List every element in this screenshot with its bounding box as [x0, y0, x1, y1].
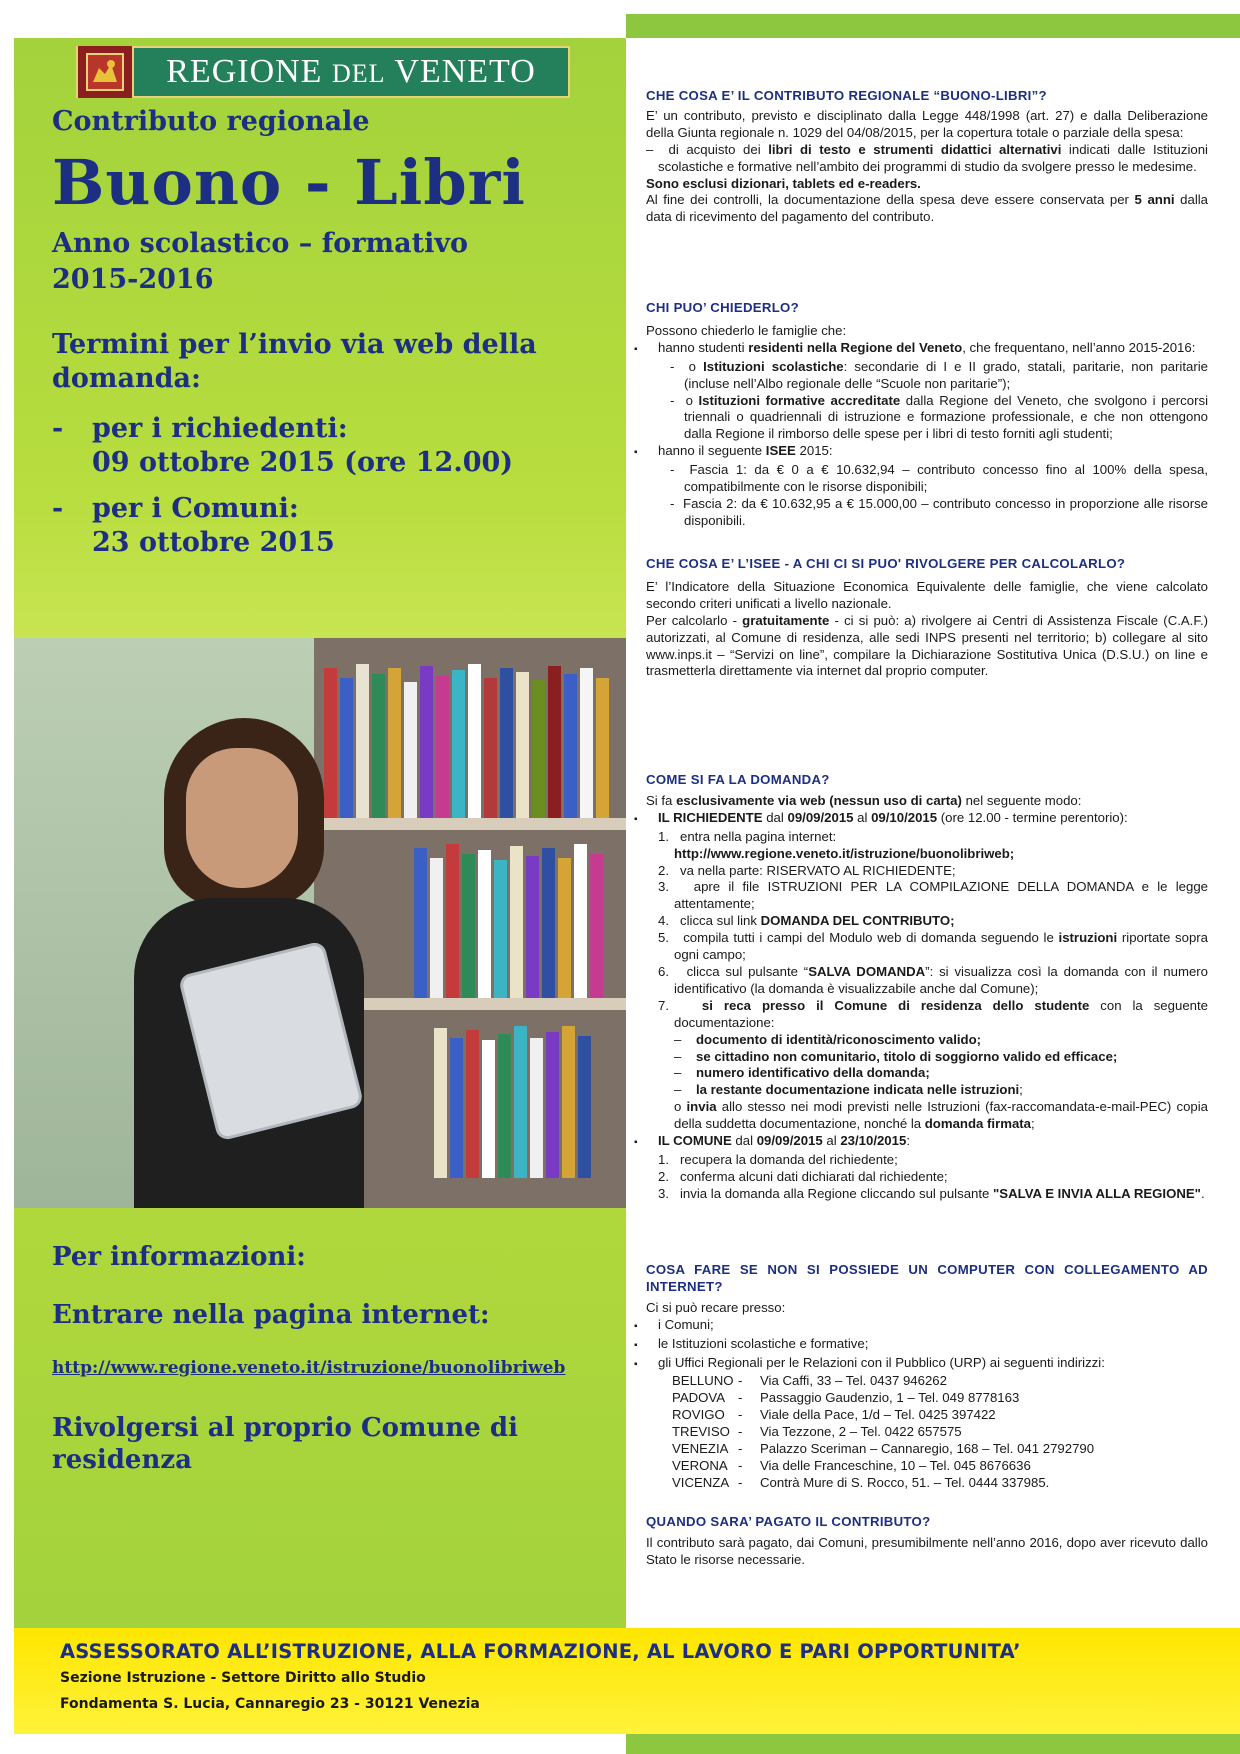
book: [484, 678, 497, 818]
doc-item: [674, 1099, 1208, 1133]
book: [494, 860, 507, 998]
info-heading: Per informazioni:: [52, 1242, 306, 1272]
text-bold: IL RICHIEDENTE: [658, 809, 763, 825]
text: Al fine dei controlli, la documentazione della spesa deve essere conservata per: [646, 192, 1135, 208]
regione-veneto-logo: [76, 46, 570, 98]
book: [574, 844, 587, 998]
book: [420, 666, 433, 818]
doc-item: [674, 1065, 1208, 1082]
list-item: [646, 462, 1208, 496]
urp-address: Via Caffi, 33 – Tel. 0437 946262: [760, 1373, 947, 1389]
list-item: [634, 1316, 1208, 1336]
number: 3.: [658, 1185, 669, 1201]
book: [462, 854, 475, 998]
list-item: [646, 359, 1208, 393]
text: ”: si visualizza così la domanda con il numero identificativo (la domanda è visualizzabile anche dal Comune);: [674, 963, 1208, 996]
logo-word-del: DEL: [331, 59, 386, 88]
text: 2015:: [795, 443, 833, 459]
urp-row: [646, 1458, 1208, 1475]
book: [516, 672, 529, 818]
text: con la seguente documentazione:: [674, 997, 1208, 1030]
section-who: [634, 300, 1209, 530]
text: al: [822, 1133, 841, 1149]
number: 2.: [658, 862, 669, 878]
book: [532, 680, 545, 818]
text: nel seguente modo:: [961, 792, 1082, 808]
doc-item: [674, 1032, 1208, 1049]
text-bold: invia: [686, 1099, 717, 1115]
text: o: [688, 358, 704, 374]
paragraph: [646, 793, 1208, 810]
lion-of-saint-mark-icon: [78, 46, 134, 98]
list-dash: –: [674, 1082, 682, 1098]
urp-sep: -: [738, 1441, 743, 1457]
list-hyphen: -: [670, 495, 675, 511]
urp-row: [646, 1390, 1208, 1407]
book: [498, 1034, 511, 1178]
paragraph: E’ l’Indicatore della Situazione Economica Equivalente delle famiglie, che viene calcolato secondo criteri unificati a livello nazionale.: [646, 578, 1208, 611]
text-bold: domanda firmata: [924, 1116, 1032, 1132]
list-dash: –: [646, 141, 654, 157]
number: 4.: [658, 913, 669, 929]
book: [340, 678, 353, 818]
numbered-item: [646, 1186, 1208, 1203]
text: dalla data di ricevimento del pagamento del contributo.: [646, 192, 1209, 225]
info-url-link[interactable]: http://www.regione.veneto.it/istruzione/buonolibriweb: [52, 1358, 566, 1378]
text: (ore 12.00 - termine perentorio):: [937, 809, 1128, 825]
numbered-item: [646, 829, 1208, 863]
book: [434, 1028, 447, 1178]
text-bold: 5 anni: [1134, 192, 1175, 208]
book: [530, 1038, 543, 1178]
urp-sep: -: [738, 1474, 743, 1490]
text: ;: [1019, 1082, 1023, 1098]
text: hanno il seguente: [658, 443, 766, 459]
logo-word-veneto: VENETO: [394, 53, 536, 90]
student-photo: [14, 638, 626, 1208]
paragraph: Il contributo sarà pagato, dai Comuni, presumibilmente nell’anno 2016, dopo aver ricevuto dallo Stato le risorse necessarie.: [646, 1534, 1208, 1567]
deadline-comuni: [52, 492, 335, 560]
bullet-icon: ▪: [634, 447, 638, 459]
urp-sep: -: [738, 1457, 743, 1473]
text-bold: DOMANDA DEL CONTRIBUTO;: [760, 913, 955, 929]
list-dash: –: [674, 1031, 682, 1047]
text: clicca sul link: [680, 913, 761, 929]
text-bold: istruzioni: [1058, 930, 1118, 946]
urp-row: [646, 1441, 1208, 1458]
text: compila tutti i campi del Modulo web di domanda seguendo le: [683, 930, 1059, 946]
numbered-item: [646, 913, 1208, 930]
book: [430, 858, 443, 998]
list-item: [634, 1133, 1208, 1152]
deadline-applicants-label: per i richiedenti:: [92, 413, 348, 444]
paragraph: [646, 192, 1208, 226]
paragraph: Ci si può recare presso:: [646, 1299, 786, 1315]
number: 2.: [658, 1168, 669, 1184]
section-payment: [646, 1514, 1208, 1569]
text: di acquisto dei: [668, 141, 769, 157]
urp-address: Via Tezzone, 2 – Tel. 0422 657575: [760, 1424, 962, 1440]
section-what-is: [646, 88, 1208, 226]
left-green-panel: [14, 38, 626, 1628]
numbered-item: [646, 1152, 1208, 1169]
book: [526, 856, 539, 998]
text: i Comuni;: [658, 1316, 714, 1332]
text-bold: se cittadino non comunitario, titolo di soggiorno valido ed efficace;: [696, 1048, 1118, 1064]
text: - ci si può: a) rivolgere ai Centri di Assistenza Fiscale (C.A.F.) autorizzati, al Comune di residenza, alle sedi INPS presenti nel territorio; b) collegare al sito www.inps.it – “Servizi on line”, compilare la Dichiarazione Sostitutiva Unica (D.S.U.) on line e trasmetterla direttamente via internet dal proprio computer.: [646, 612, 1208, 679]
footer-sezione: Sezione Istruzione - Settore Diritto allo Studio: [60, 1670, 426, 1686]
numbered-item: [646, 930, 1208, 964]
student-face: [186, 748, 298, 888]
urp-row: [646, 1407, 1208, 1424]
urp-sep: -: [738, 1424, 743, 1440]
list-hyphen: -: [670, 358, 675, 374]
list-item: [634, 339, 1208, 359]
urp-address: Contrà Mure di S. Rocco, 51. – Tel. 0444 337985.: [760, 1474, 1050, 1490]
subtitle-contributo: Contributo regionale: [52, 106, 370, 137]
bullet-icon: ▪: [634, 1320, 638, 1332]
text-bold: 23/10/2015: [840, 1133, 907, 1149]
urp-city: VENEZIA: [672, 1441, 729, 1457]
list-item: [646, 393, 1208, 444]
urp-row: [646, 1475, 1208, 1492]
book: [468, 664, 481, 818]
urp-city: VERONA: [672, 1457, 728, 1473]
doc-item: [674, 1049, 1208, 1066]
doc-list: [646, 1032, 1208, 1133]
book: [580, 668, 593, 818]
text: Fascia 2: da € 10.632,95 a € 15.000,00 – contributo concesso in proporzione alle risorse disponibili.: [683, 495, 1209, 528]
text: :: [906, 1133, 910, 1149]
list-item: [634, 809, 1208, 829]
footer-address: Fondamenta S. Lucia, Cannaregio 23 - 30121 Venezia: [60, 1696, 480, 1712]
number: 1.: [658, 828, 669, 844]
text: va nella parte: RISERVATO AL RICHIEDENTE;: [680, 862, 956, 878]
text: dal: [731, 1133, 757, 1149]
footer-assessorato: ASSESSORATO ALL’ISTRUZIONE, ALLA FORMAZIONE, AL LAVORO E PARI OPPORTUNITA’: [60, 1640, 1021, 1663]
text: Per calcolarlo -: [646, 612, 743, 628]
deadline-comuni-label: per i Comuni:: [92, 493, 299, 524]
book: [564, 674, 577, 818]
info-web-label: Entrare nella pagina internet:: [52, 1300, 490, 1330]
number: 5.: [658, 930, 669, 946]
paragraph: Possono chiederlo le famiglie che:: [646, 322, 847, 338]
section-title: CHE COSA E’ L’ISEE - A CHI CI SI PUO' RIVOLGERE PER CALCOLARLO?: [646, 556, 1126, 571]
paragraph-bold: Sono esclusi dizionari, tablets ed e-readers.: [646, 175, 921, 191]
text: .: [1200, 1185, 1205, 1201]
text-bold: gratuitamente: [742, 612, 830, 628]
book: [388, 668, 401, 818]
link-url[interactable]: http://www.regione.veneto.it/istruzione/buonolibriweb;: [674, 845, 1015, 861]
book: [324, 668, 337, 818]
list-dash: –: [674, 1065, 682, 1081]
urp-address: Passaggio Gaudenzio, 1 – Tel. 049 8778163: [760, 1390, 1020, 1406]
book: [414, 848, 427, 998]
text-bold: 09/09/2015: [787, 809, 854, 825]
text-bold: la restante documentazione indicata nelle istruzioni: [696, 1082, 1020, 1098]
section-how: [634, 772, 1209, 1203]
list-item: [634, 443, 1208, 462]
info-comune: Rivolgersi al proprio Comune di residenza: [52, 1413, 518, 1475]
logo-word-regione: REGIONE: [166, 53, 323, 90]
bullet-icon: ▪: [634, 1137, 638, 1149]
text-bold: residenti nella Regione del Veneto: [748, 339, 963, 355]
book: [452, 670, 465, 818]
text: al: [853, 809, 872, 825]
text: , che frequentano, nell’anno 2015-2016:: [962, 339, 1196, 355]
urp-address: Palazzo Sceriman – Cannaregio, 168 – Tel. 041 2792790: [760, 1441, 1095, 1457]
urp-sep: -: [738, 1373, 743, 1389]
top-green-strip: [626, 14, 1240, 38]
list-item: [634, 1335, 1208, 1355]
text-bold: libri di testo e strumenti didattici alternativi: [768, 141, 1062, 157]
doc-item: [674, 1082, 1208, 1099]
text: o: [674, 1099, 687, 1115]
text: invia la domanda alla Regione cliccando sul pulsante: [680, 1185, 994, 1201]
book: [500, 668, 513, 818]
book: [446, 844, 459, 998]
book: [450, 1038, 463, 1178]
book: [510, 846, 523, 998]
book: [558, 858, 571, 998]
urp-row: [646, 1373, 1208, 1390]
text: : secondarie di I e II grado, statali, paritarie, non paritarie (incluse nell’Albo regionale delle “Scuole non paritarie”);: [684, 358, 1208, 391]
bottom-green-strip: [626, 1734, 1240, 1754]
section-title: QUANDO SARA’ PAGATO IL CONTRIBUTO?: [646, 1514, 931, 1529]
number: 7.: [658, 997, 669, 1013]
book: [372, 674, 385, 818]
book: [548, 666, 561, 818]
urp-sep: -: [738, 1407, 743, 1423]
book: [436, 676, 449, 818]
text-bold: Istituzioni scolastiche: [703, 358, 844, 374]
footer-band: [14, 1628, 1240, 1734]
book: [514, 1026, 527, 1178]
deadline-dash: -: [52, 493, 64, 524]
numbered-item: [646, 1169, 1208, 1186]
urp-row: [646, 1424, 1208, 1441]
list-hyphen: -: [670, 462, 675, 478]
section-isee: [646, 556, 1208, 680]
list-item: [634, 1354, 1208, 1374]
text-bold: Istituzioni formative accreditate: [698, 392, 901, 408]
text: entra nella pagina internet:: [680, 828, 837, 844]
main-title: Buono - Libri: [52, 146, 526, 219]
paragraph: [646, 613, 1208, 681]
text: clicca sul pulsante “: [686, 963, 809, 979]
text: dalla Regione del Veneto, che svolgono i percorsi triennali o quadriennali di istruzione e formazione professionale, e che non ottengono dalla Regione il rimborso delle spese per i libri di testo forniti agli studenti;: [684, 392, 1209, 442]
book: [466, 1030, 479, 1178]
text-bold: esclusivamente via web (nessun uso di carta): [676, 792, 962, 808]
deadline-applicants-date: 09 ottobre 2015 (ore 12.00): [92, 447, 514, 478]
paragraph: E’ un contributo, previsto e disciplinato dalla Legge 448/1998 (art. 27) e dalla Deliberazione della Giunta regionale n. 1029 del 04/08/2015, per la copertura totale o parziale della spesa:: [646, 107, 1208, 140]
text-bold: IL COMUNE: [658, 1133, 732, 1149]
urp-address: Viale della Pace, 1/d – Tel. 0425 397422: [760, 1407, 996, 1423]
text-bold: 09/10/2015: [871, 809, 938, 825]
number: 3.: [658, 879, 669, 895]
bullet-icon: ▪: [634, 813, 638, 825]
numbered-item: [646, 879, 1208, 913]
list-item: [646, 142, 1208, 176]
text-bold: "SALVA E INVIA ALLA REGIONE": [993, 1185, 1201, 1201]
number: 6.: [658, 963, 669, 979]
bullet-icon: ▪: [634, 1339, 638, 1351]
text-bold: SALVA DOMANDA: [808, 963, 926, 979]
bullet-icon: ▪: [634, 1358, 638, 1370]
text: allo stesso nei modi previsti nelle Istruzioni (fax-raccomandata-e-mail-PEC) copia della suddetta documentazione, nonché la: [674, 1099, 1209, 1132]
deadline-heading: Termini per l’invio via web della domanda:: [52, 329, 537, 394]
text: apre il file ISTRUZIONI PER LA COMPILAZIONE DELLA DOMANDA e le legge attentamente;: [674, 879, 1208, 912]
section-title: CHI PUO’ CHIEDERLO?: [646, 300, 799, 315]
book: [562, 1026, 575, 1178]
book: [590, 854, 603, 998]
text-bold: ISEE: [765, 443, 796, 459]
deadline-applicants: [52, 412, 513, 480]
text: gli Uffici Regionali per le Relazioni con il Pubblico (URP) ai seguenti indirizzi:: [658, 1354, 1105, 1370]
shelf-board: [314, 818, 626, 830]
urp-list: [646, 1373, 1208, 1491]
text-bold: si reca presso il Comune di residenza dello studente: [701, 997, 1090, 1013]
text: recupera la domanda del richiedente;: [680, 1151, 898, 1167]
urp-city: BELLUNO: [672, 1373, 734, 1389]
section-title: COSA FARE SE NON SI POSSIEDE UN COMPUTER CON COLLEGAMENTO AD INTERNET?: [646, 1262, 1208, 1294]
list-item: [646, 496, 1208, 530]
numbered-item: [646, 863, 1208, 880]
book: [478, 850, 491, 998]
book: [542, 848, 555, 998]
urp-city: PADOVA: [672, 1390, 726, 1406]
urp-sep: -: [738, 1390, 743, 1406]
section-no-computer: [634, 1262, 1208, 1492]
logo-text: [134, 53, 568, 91]
text-bold: numero identificativo della domanda;: [696, 1065, 930, 1081]
list-hyphen: -: [670, 392, 675, 408]
text: o: [685, 392, 699, 408]
urp-city: ROVIGO: [672, 1407, 725, 1423]
text: Fascia 1: da € 0 a € 10.632,94 – contributo concesso fino al 100% della spesa, compatibilmente con le risorse disponibili;: [684, 462, 1208, 495]
number: 1.: [658, 1151, 669, 1167]
book: [578, 1036, 591, 1178]
book: [482, 1040, 495, 1178]
deadline-comuni-date: 23 ottobre 2015: [92, 527, 335, 558]
text: hanno studenti: [658, 339, 749, 355]
text: riportate sopra ogni campo;: [674, 930, 1208, 963]
book: [546, 1032, 559, 1178]
book: [596, 678, 609, 818]
numbered-item: [646, 998, 1208, 1032]
numbered-item: [646, 964, 1208, 998]
list-dash: –: [674, 1048, 682, 1064]
urp-address: Via delle Franceschine, 10 – Tel. 045 8676636: [760, 1457, 1031, 1473]
urp-city: TREVISO: [672, 1424, 730, 1440]
book: [356, 664, 369, 818]
text: Si fa: [646, 792, 677, 808]
text-bold: 09/09/2015: [756, 1133, 823, 1149]
school-year-label: Anno scolastico – formativo: [52, 228, 469, 259]
text: conferma alcuni dati dichiarati dal richiedente;: [680, 1168, 948, 1184]
book: [404, 682, 417, 818]
section-title: CHE COSA E’ IL CONTRIBUTO REGIONALE “BUONO-LIBRI”?: [646, 88, 1047, 103]
text: le Istituzioni scolastiche e formative;: [658, 1335, 869, 1351]
text: ;: [1031, 1116, 1035, 1132]
text-bold: documento di identità/riconoscimento valido;: [696, 1031, 982, 1047]
text: indicati dalle Istituzioni scolastiche e formative nell’ambito dei programmi di studio da svolgere presso le medesime.: [658, 141, 1208, 174]
deadline-dash: -: [52, 413, 64, 444]
school-year: 2015-2016: [52, 264, 214, 295]
bullet-icon: ▪: [634, 343, 638, 355]
section-title: COME SI FA LA DOMANDA?: [646, 772, 830, 787]
text: dal: [762, 809, 788, 825]
urp-city: VICENZA: [672, 1474, 730, 1490]
